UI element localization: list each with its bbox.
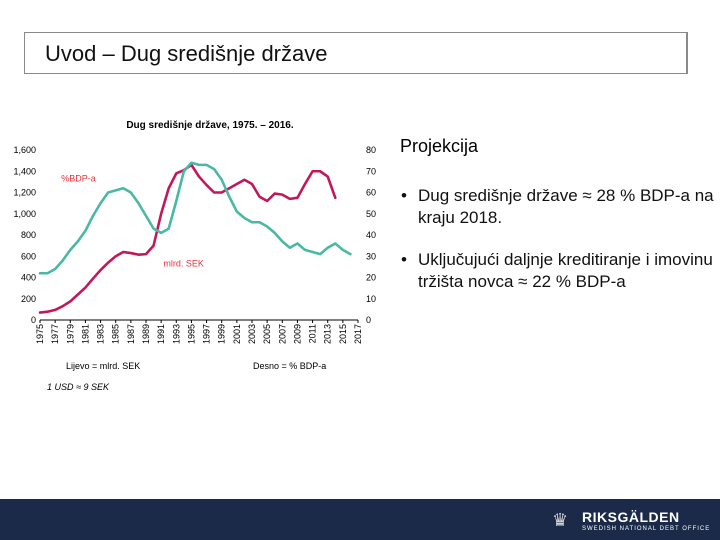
y-right-tick-label: 70 <box>366 166 377 177</box>
x-tick-label: 1999 <box>216 324 227 345</box>
y-right-tick-label: 20 <box>366 272 377 283</box>
x-tick-label: 2005 <box>262 324 273 345</box>
logo-name: RIKSGÄLDEN <box>582 509 680 525</box>
y-left-tick-label: 1,400 <box>13 166 36 177</box>
bullet-item <box>396 185 714 229</box>
series-line <box>40 165 335 313</box>
x-tick-label: 1983 <box>95 324 106 345</box>
y-right-tick-label: 0 <box>366 315 372 325</box>
x-tick-label: 1981 <box>80 324 91 345</box>
x-tick-label: 2017 <box>353 324 363 345</box>
y-left-tick-label: 600 <box>20 251 36 262</box>
slide-title: Uvod – Dug središnje države <box>45 41 328 66</box>
bullet-text: Uključujući daljnje kreditiranje i imovinu tržišta novca ≈ 22 % BDP-a <box>418 250 713 291</box>
y-right-tick-label: 40 <box>366 230 377 240</box>
chart-title: Dug središnje države, 1975. – 2016. <box>126 120 294 131</box>
x-tick-label: 1995 <box>186 324 197 345</box>
y-left-tick-label: 0 <box>30 315 36 325</box>
bullet-item <box>396 249 714 293</box>
x-tick-label: 2001 <box>231 324 242 345</box>
x-tick-label: 1975 <box>35 324 45 345</box>
x-tick-label: 2003 <box>247 324 257 345</box>
riksgalden-logo <box>552 507 711 535</box>
debt-chart <box>0 140 400 370</box>
footer-bar <box>0 499 720 540</box>
x-tick-label: 1987 <box>125 324 136 345</box>
y-left-tick-label: 1,200 <box>13 187 36 198</box>
crown-icon: ♛ <box>552 510 569 530</box>
y-left-tick-label: 1,600 <box>13 145 36 155</box>
y-right-tick-label: 80 <box>366 145 377 155</box>
title-box <box>24 32 688 74</box>
bullet-icon: • <box>401 250 407 269</box>
x-tick-label: 1993 <box>171 324 182 345</box>
x-tick-label: 1989 <box>141 324 151 345</box>
y-left-tick-label: 1,000 <box>13 208 36 219</box>
x-tick-label: 2011 <box>307 324 318 344</box>
bullet-text: Dug središnje države ≈ 28 % BDP-a na kraju 2018. <box>418 186 714 227</box>
y-left-tick-label: 800 <box>20 230 36 240</box>
right-panel <box>396 136 714 293</box>
title-box-edge <box>686 33 688 73</box>
x-tick-label: 2013 <box>322 324 333 345</box>
right-axis-note: Desno = % BDP-a <box>253 361 327 371</box>
y-right-tick-label: 50 <box>366 208 377 219</box>
logo-subtitle: SWEDISH NATIONAL DEBT OFFICE <box>582 526 711 532</box>
bullet-icon: • <box>401 186 407 205</box>
y-right-tick-label: 10 <box>366 293 377 304</box>
bullet-list <box>396 185 714 293</box>
series-label-pct: %BDP-a <box>61 173 96 184</box>
projection-label: Projekcija <box>400 136 479 156</box>
y-right-tick-label: 60 <box>366 187 377 198</box>
y-left-tick-label: 200 <box>20 293 36 304</box>
y-right-tick-label: 30 <box>366 251 377 262</box>
x-tick-label: 1977 <box>50 324 61 345</box>
x-tick-label: 1985 <box>110 324 121 345</box>
y-left-tick-label: 400 <box>20 272 36 283</box>
x-tick-label: 1991 <box>156 324 167 345</box>
fx-note: 1 USD ≈ 9 SEK <box>47 382 109 392</box>
x-tick-label: 2009 <box>292 324 303 345</box>
x-tick-label: 1979 <box>65 324 76 345</box>
x-tick-label: 2015 <box>337 324 348 345</box>
series-label-sek: mlrd. SEK <box>163 258 204 269</box>
x-tick-label: 2007 <box>277 324 288 345</box>
x-tick-label: 1997 <box>201 324 212 345</box>
left-axis-note: Lijevo = mlrd. SEK <box>66 361 141 371</box>
